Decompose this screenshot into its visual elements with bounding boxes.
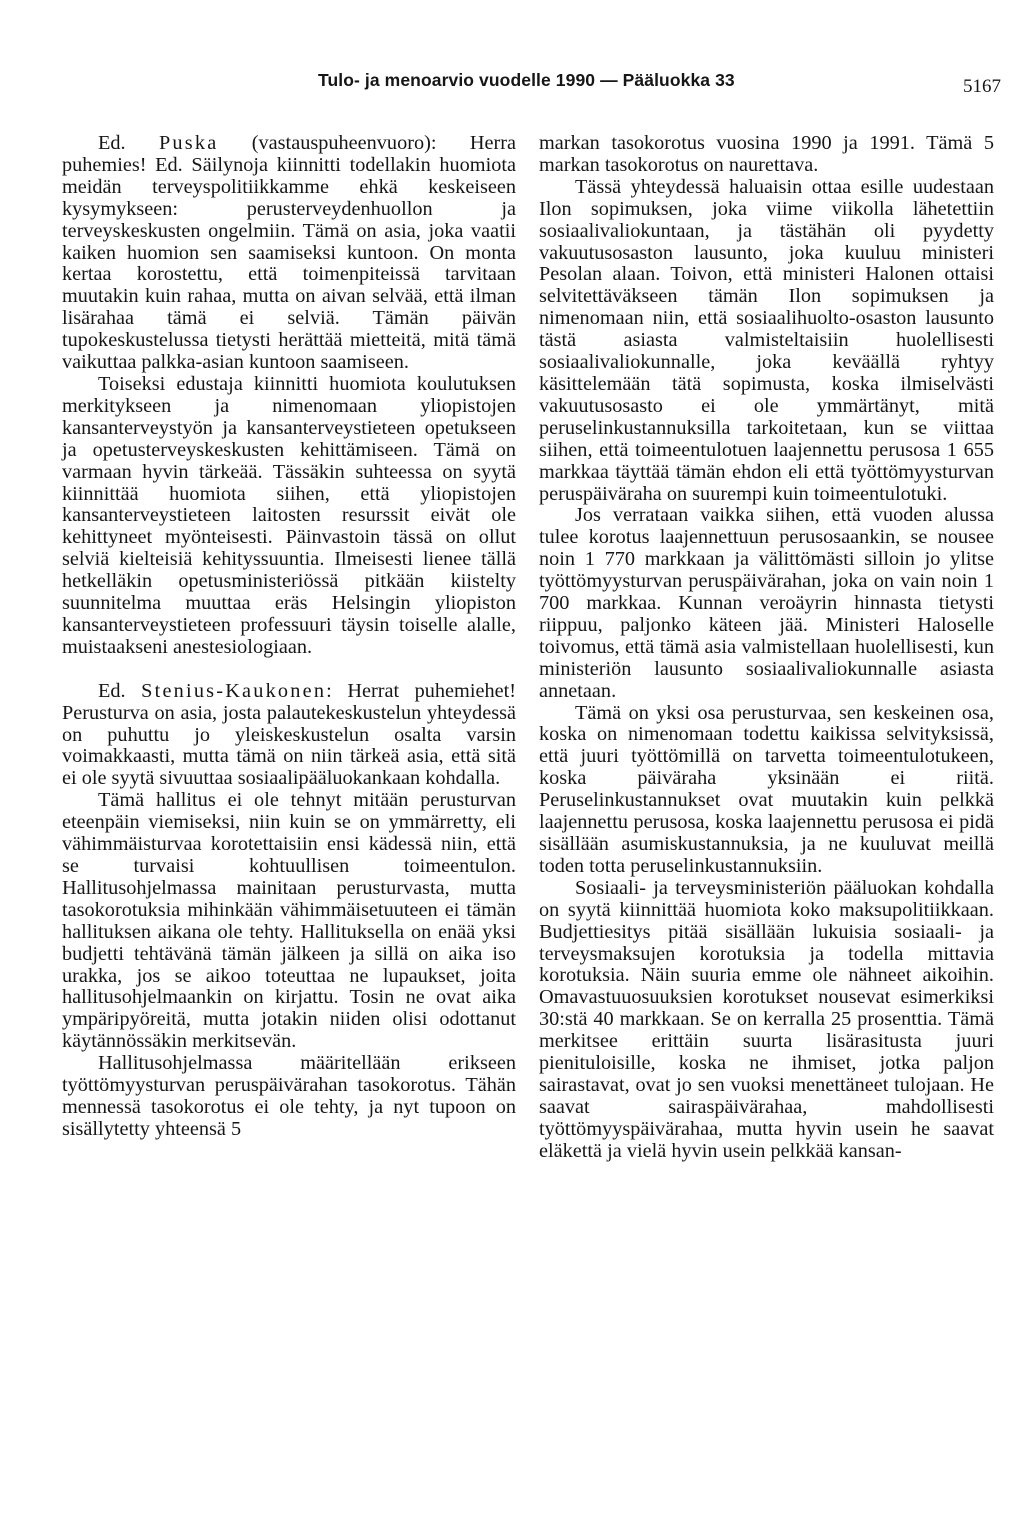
running-header: Tulo- ja menoarvio vuodelle 1990 — Pääluokka 33 [318, 70, 735, 90]
speaker-name: Puska [158, 132, 219, 154]
paragraph-payment-policy: Sosiaali- ja terveysministeriön pääluokan kohdalla on syytä kiinnittää huomiota koko maksupolitiikkaan. Budjettiesitys pitää sisällään lukuisia sosiaali- ja terveysmaksujen korotuksia ja todella mittavia korotuksia. Näin suuria emme ole nähneet aikoihin. Omavastuuosuuksien korotukset nousevat esimerkiksi 30:stä 40 markkaan. Se on kerralla 25 prosenttia. Tämä merkitsee erittäin suurta lisärasitusta juuri pienituloisille, koska ne ihmiset, jotka paljon sairastavat, ovat jo sen vuoksi menettäneet tulojaan. He saavat sairaspäivärahaa, mahdollisesti työttömyyspäivärahaa, mutta hyvin usein he saavat eläkettä ja vielä hyvin usein pelkkää kansan- [539, 876, 994, 1162]
speech-puska-paragraph-1 [62, 133, 516, 374]
speaker-prefix: Ed. [98, 679, 126, 702]
speaker-prefix: Ed. [98, 132, 126, 154]
speech-puska-paragraph-2: Toiseksi edustaja kiinnitti huomiota koulutuksen merkitykseen ja nimenomaan yliopistojen kansanterveystyön ja kansanterveystieteen opetukseen ja opetusterveyskeskusten kehittämiseen. Tämä on varmaan hyvin tärkeää. Tässäkin suhteessa on syytä kiinnittää huomiota siihen, että yliopistojen kansanterveystieteen laitosten resurssit eivät ole kehittyneet myönteisesti. Päinvastoin tässä on ollut selviä kielteisiä kehityssuuntia. Ilmeisesti lienee tällä hetkelläkin opetusministeriössä pitkään kiistelty suunnitelma muuttaa eräs Helsingin yliopiston kansanterveystieteen professuuri täysin toiselle alalle, muistaakseni anestesiologiaan. [62, 372, 516, 658]
speaker-name: Stenius-Kaukonen [141, 679, 327, 702]
right-column [539, 133, 994, 1163]
left-column [62, 133, 516, 1141]
speech-text: : Herrat puhemiehet! Perusturva on asia, josta palautekeskustelun yhteydessä on puhuttu jo yleiskeskustelun osalta varsin voimakkaasti, mutta tämä on niin tärkeä asia, että sitä ei ole syytä sivuuttaa sosiaalipääluokankaan kohdalla. [62, 679, 516, 790]
paragraph-ilo-agreement: Tässä yhteydessä haluaisin ottaa esille uudestaan Ilon sopimuksen, joka viime viikolla lähetettiin sosiaalivaliokuntaan, ja tästähän oli pyydetty vakuutusosaston lausunto, joka kuuluu ministeri Pesolan alaan. Toivon, että ministeri Halonen ottaisi selvitettäväkseen tämän Ilon sopimuksen ja nimenomaan niin, että sosiaalihuolto-osaston lausunto tästä asiasta valmisteltaisiin huolellisesti sosiaalivaliokunnalle, joka keväällä ryhtyy käsittelemään tätä sopimusta, koska ilmiselvästi vakuutusosasto ei ole ymmärtänyt, mitä peruselinkustannuksilla tarkoitetaan, kun se viittaa siihen, että toimeentulotuen laajennettu perusosa 1 655 markkaa täyttää tämän ehdon eli että työttömyysturvan peruspäiväraha on suurempi kuin toimeentulotuki. [539, 175, 994, 505]
speech-text: (vastauspuheenvuoro): Herra puhemies! Ed. Säilynoja kiinnitti todellakin huomiota meidän terveyspolitiikkamme ehkä keskeiseen kysymykseen: perusterveydenhuollon ja terveyskeskusten ongelmiin. Tämä on asia, joka vaatii kaiken huomion sen saamiseksi kuntoon. On monta kertaa korostettu, että toimenpiteissä tarvitaan muutakin kuin rahaa, mutta on aivan selvää, että ilman lisärahaa tämä ei selviä. Tämän päivän tupokeskustelussa tietysti herättää mietteitä, mitä tämä vaikuttaa palkka-asian kuntoon saamiseen. [62, 132, 516, 374]
continued-paragraph: markan tasokorotus vuosina 1990 ja 1991. Tämä 5 markan tasokorotus on naurettava. [539, 132, 994, 176]
speech-stenius-kaukonen-paragraph-1 [62, 681, 516, 791]
paragraph-basic-allowance: Jos verrataan vaikka siihen, että vuoden alussa tulee korotus laajennettuun perusosaankin, se nousee noin 1 770 markkaan ja välittömästi silloin jo ylitse työttömyysturvan peruspäivärahan, joka on vain noin 1 700 markkaa. Kunnan veroäyrin hinnasta tietysti riippuu, paljonko käteen jää. Ministeri Haloselle toivomus, että tämä asia valmistellaan huolellisesti, kun ministeriön lausunto sosiaalivaliokunnalle asiasta annetaan. [539, 504, 994, 702]
speech-stenius-kaukonen-paragraph-3: Hallitusohjelmassa määritellään erikseen työttömyysturvan peruspäivärahan tasokorotus. Tähän mennessä tasokorotus ei ole tehty, ja nyt tupoon on sisällytetty yhteensä 5 [62, 1052, 516, 1140]
paragraph-basic-security: Tämä on yksi osa perusturvaa, sen keskeinen osa, koska on nimenomaan todettu kaikissa selvityksissä, että juuri työttömillä on tarvetta toimeentulotukeen, koska päiväraha yksinään ei riitä. Peruselinkustannukset ovat muutakin kuin pelkkä laajennettu perusosa, koska laajennettu perusosa ei pidä sisällään asumiskustannuksia, ja ne kuuluvat meillä toden totta peruselinkustannuksiin. [539, 701, 994, 877]
speech-stenius-kaukonen-paragraph-2: Tämä hallitus ei ole tehnyt mitään perusturvan eteenpäin viemiseksi, niin kuin se on ymmärretty, eli vähimmäisturvaa korotettaisiin ensi kädessä niin, että se turvaisi kohtuullisen toimeentulon. Hallitusohjelmassa mainitaan perusturvasta, mutta tasokorotuksia mihinkään vähimmäisetuuteen ei tämän hallituksen aikana ole tehty. Hallituksella on enää yksi budjetti tehtävänä tämän jälkeen ja sillä on aika iso urakka, jos se aikoo toteuttaa ne lupaukset, joita hallitusohjelmaankin on kirjattu. Tosin ne ovat aika ympäripyöreitä, mutta jotakin niiden olisi odottanut käytännössäkin merkitsevän. [62, 789, 516, 1053]
page-number: 5167 [963, 76, 1001, 97]
